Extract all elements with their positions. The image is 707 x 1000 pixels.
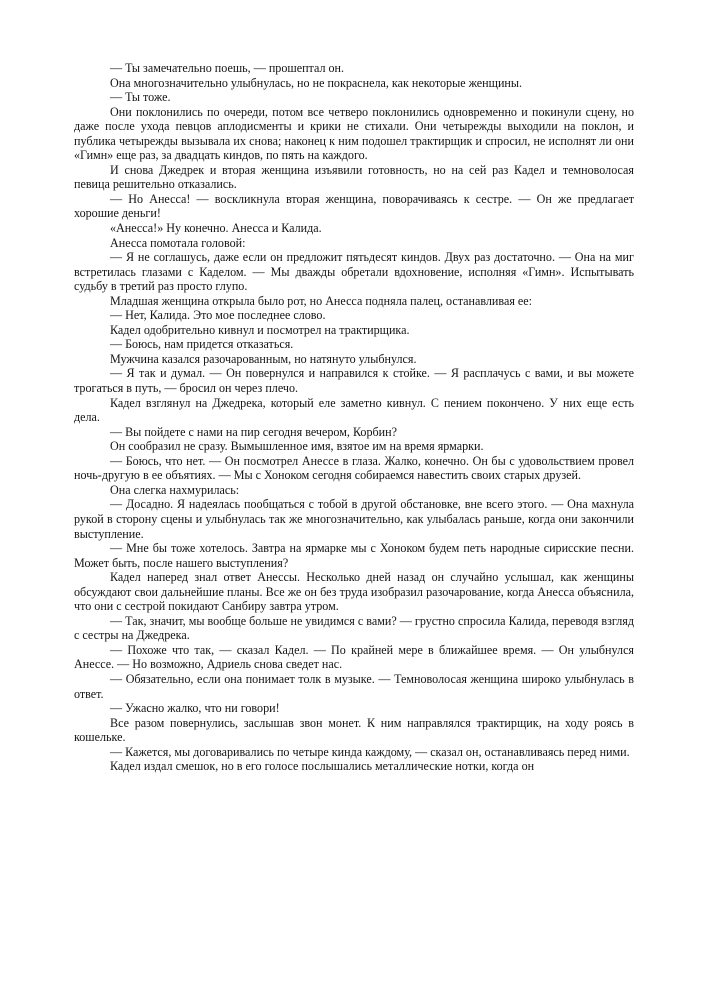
paragraph: Все разом повернулись, заслышав звон монет. К ним направлялся трактирщик, на ходу роясь в кошельке. <box>74 715 634 745</box>
paragraph: Младшая женщина открыла было рот, но Анесса подняла палец, останавливая ее: <box>110 293 533 308</box>
paragraph: — Кажется, мы договаривались по четыре кинда каждому, — сказал он, останавливаясь перед ними. <box>110 744 630 759</box>
paragraph: — Ты замечательно поешь, — прошептал он. <box>110 61 345 75</box>
paragraph: — Я так и думал. — Он повернулся и направился к стойке. — Я расплачусь с вами, и вы можете трогаться в путь, — бросил он через плечо. <box>74 366 634 396</box>
paragraph: — Боюсь, нам придется отказаться. <box>110 337 294 352</box>
paragraph: — Похоже что так, — сказал Кадел. — По крайней мере в ближайшее время. — Он улыбнулся Анессе. — Но возможно, Адриель снова сведет нас. <box>74 642 634 672</box>
paragraph: Кадел издал смешок, но в его голосе послышались металлические нотки, когда он <box>110 759 535 774</box>
paragraph: Они поклонились по очереди, потом все четверо поклонились одновременно и покинули сцену, но даже после ухода певцов аплодисменты и крики не стихали. Они четырежды выходили на поклон, и публика четырежды вызывала их снова; наконец к ним подошел трактирщик и спросил, не исполнят ли они «Гимн» еще раз, за двадцать киндов, по пять на каждого. <box>74 104 634 163</box>
paragraph: — Вы пойдете с нами на пир сегодня вечером, Корбин? <box>110 424 397 439</box>
paragraph: Кадел одобрительно кивнул и посмотрел на трактирщика. <box>110 322 410 337</box>
paragraph: Он сообразил не сразу. Вымышленное имя, взятое им на время ярмарки. <box>110 439 484 454</box>
paragraph: — Ты тоже. <box>110 90 171 105</box>
paragraph: — Но Анесса! — воскликнула вторая женщина, поворачиваясь к сестре. — Он же предлагает хорошие деньги! <box>74 191 634 221</box>
body-text-column <box>74 61 634 774</box>
paragraph: — Я не соглашусь, даже если он предложит пятьдесят киндов. Двух раз достаточно. — Она на миг встретилась глазами с Каделом. — Мы дважды обретали вдохновение, исполняя «Гимн». Испытывать судьбу в третий раз просто глупо. <box>74 250 634 294</box>
paragraph: «Анесса!» Ну конечно. Анесса и Калида. <box>110 221 322 236</box>
paragraph: Кадел взглянул на Джедрека, который еле заметно кивнул. С пением покончено. У них еще есть дела. <box>74 395 634 425</box>
paragraph: — Боюсь, что нет. — Он посмотрел Анессе в глаза. Жалко, конечно. Он бы с удовольствием провел ночь-другую в ее объятиях. — Мы с Хоноком сегодня собираемся навестить своих старых друзей. <box>74 453 634 483</box>
paragraph: Мужчина казался разочарованным, но натянуто улыбнулся. <box>110 351 417 366</box>
paragraph: — Обязательно, если она понимает толк в музыке. — Темноволосая женщина широко улыбнулась в ответ. <box>74 671 634 701</box>
paragraph: — Нет, Калида. Это мое последнее слово. <box>110 308 326 323</box>
paragraph: — Ужасно жалко, что ни говори! <box>110 701 280 716</box>
paragraph: Анесса помотала головой: <box>110 235 246 250</box>
paragraph: И снова Джедрек и вторая женщина изъявили готовность, но на сей раз Кадел и темноволосая певица решительно отказались. <box>74 162 634 192</box>
paragraph: — Мне бы тоже хотелось. Завтра на ярмарке мы с Хоноком будем петь народные сирисские песни. Может быть, после нашего выступления? <box>74 541 634 570</box>
paragraph: — Досадно. Я надеялась пообщаться с тобой в другой обстановке, вне всего этого. — Она махнула рукой в сторону сцены и улыбнулась так же многозначительно, как улыбалась раньше, когда они закончили выступление. <box>74 497 634 541</box>
paragraph: Кадел наперед знал ответ Анессы. Несколько дней назад он случайно услышал, как женщины обсуждают свои дальнейшие планы. Все же он без труда изобразил разочарование, когда Анесса объяснила, что они с сестрой покидают Санбиру завтра утром. <box>74 570 634 614</box>
paragraph: Она многозначительно улыбнулась, но не покраснела, как некоторые женщины. <box>110 75 523 90</box>
paragraph: — Так, значит, мы вообще больше не увидимся с вами? — грустно спросила Калида, переводя взгляд с сестры на Джедрека. <box>74 613 634 643</box>
paragraph: Она слегка нахмурилась: <box>110 482 240 497</box>
